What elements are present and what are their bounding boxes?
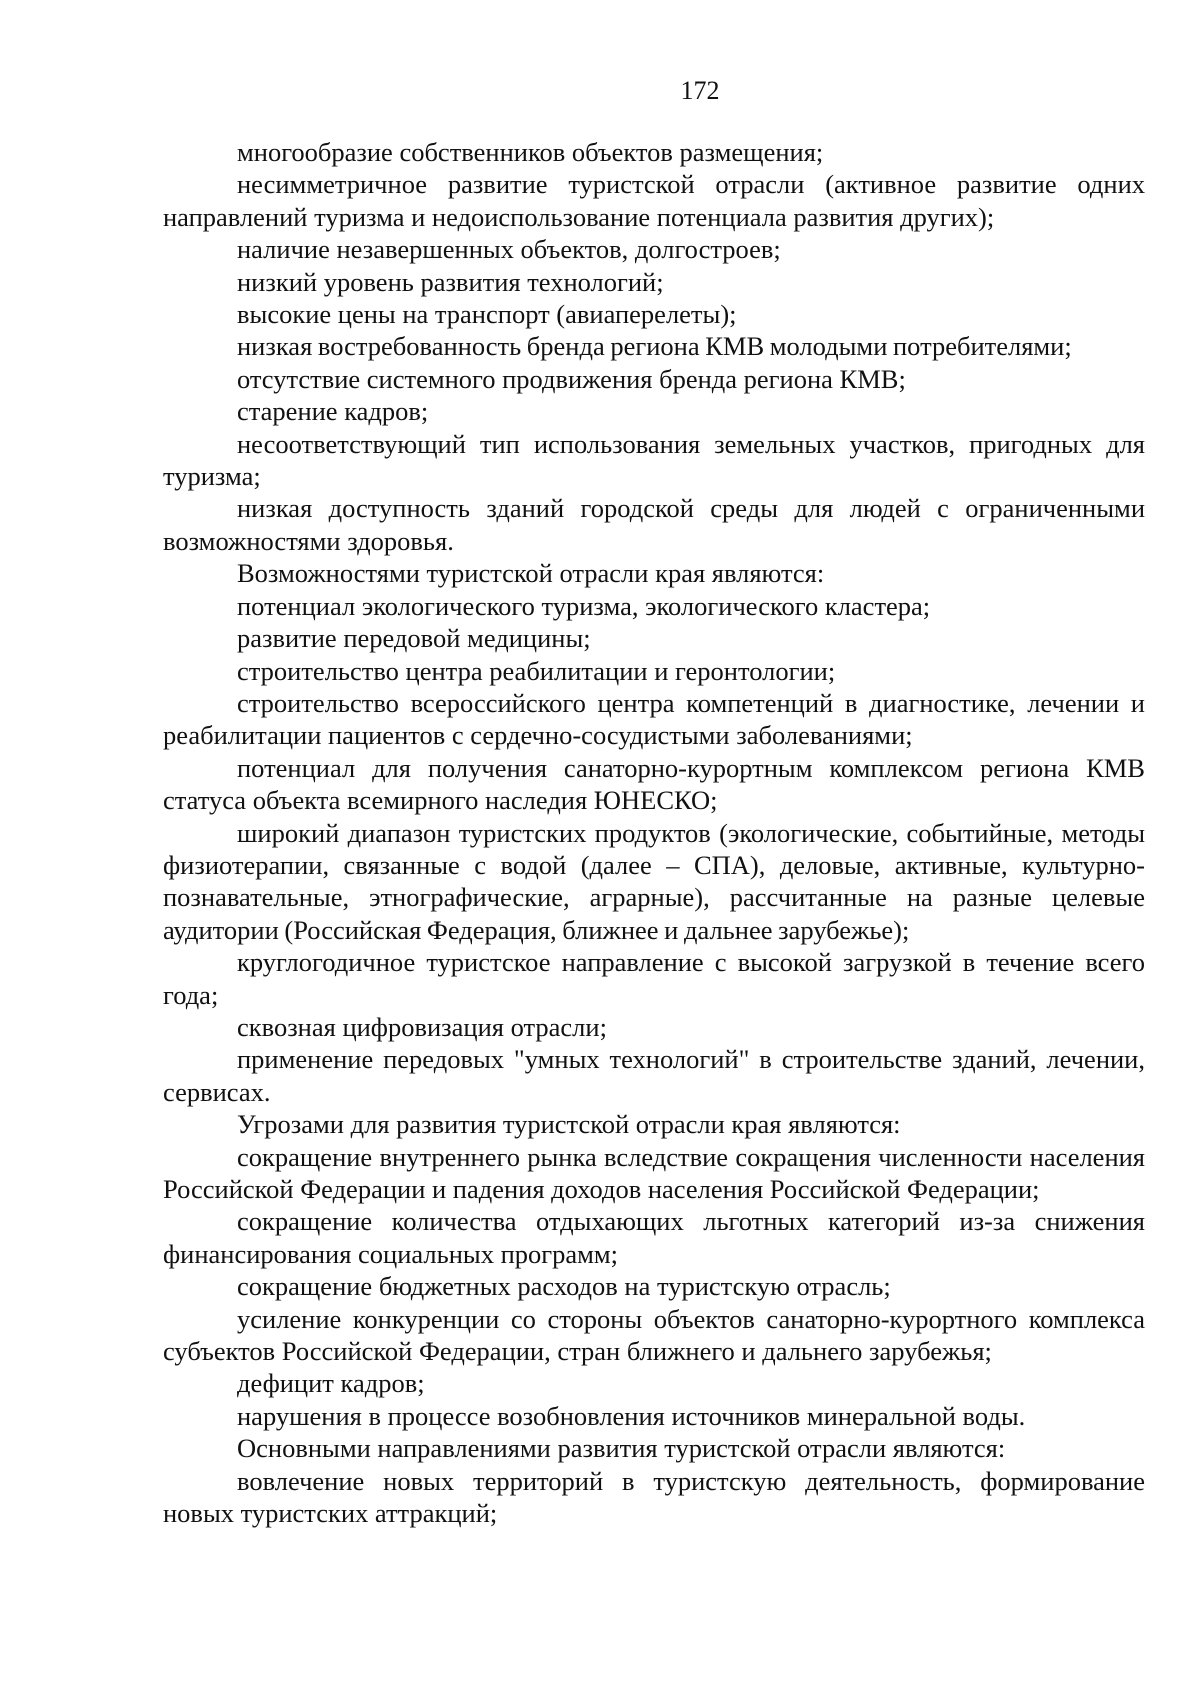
paragraph: сокращение внутреннего рынка вследствие сокращения численности населения Российской Федерации и падения доходов населения Российской Федерации; (163, 1141, 1145, 1204)
paragraph: высокие цены на транспорт (авиаперелеты); (237, 299, 737, 330)
paragraph: развитие передовой медицины; (237, 623, 591, 654)
paragraph: сокращение бюджетных расходов на туристскую отрасль; (237, 1271, 891, 1302)
paragraph: низкая востребованность бренда региона КМВ молодыми потребителями; (237, 331, 1072, 362)
paragraph: сквозная цифровизация отрасли; (237, 1011, 607, 1042)
paragraph: строительство центра реабилитации и геронтологии; (237, 655, 836, 686)
paragraph: вовлечение новых территорий в туристскую деятельность, формирование новых туристских аттракций; (163, 1465, 1145, 1529)
page-number: 172 (680, 76, 720, 105)
paragraph: низкий уровень развития технологий; (237, 266, 664, 297)
paragraph: усиление конкуренции со стороны объектов санаторно-курортного комплекса субъектов Российской Федерации, стран ближнего и дальнего зарубежья; (163, 1303, 1145, 1367)
paragraph: потенциал для получения санаторно-курортным комплексом региона КМВ статуса объекта всемирного наследия ЮНЕСКО; (163, 752, 1145, 816)
paragraph: строительство всероссийского центра компетенций в диагностике, лечении и реабилитации пациентов с сердечно-сосудистыми заболеваниями; (163, 687, 1145, 751)
section-lead: Основными направлениями развития туристской отрасли являются: (237, 1433, 1006, 1464)
paragraph: несимметричное развитие туристской отрасли (активное развитие одних направлений туризма и недоиспользование потенциала развития других); (163, 169, 1145, 232)
paragraph: наличие незавершенных объектов, долгостроев; (237, 234, 781, 265)
paragraph: широкий диапазон туристских продуктов (экологические, событийные, методы физиотерапии, связанные с водой (далее – СПА), деловые, активные, культурно-познавательные, этнографические, аграрные), рассчитанные на разные целевые аудитории (Российская Федерация, ближнее и дальнее зарубежье); (163, 817, 1145, 945)
paragraph: отсутствие системного продвижения бренда региона КМВ; (237, 363, 906, 394)
paragraph: сокращение количества отдыхающих льготных категорий из-за снижения финансирования социальных программ; (163, 1206, 1145, 1269)
paragraph: старение кадров; (237, 396, 429, 427)
paragraph: низкая доступность зданий городской среды для людей с ограниченными возможностями здоровья. (163, 493, 1145, 556)
paragraph: круглогодичное туристское направление с высокой загрузкой в течение всего года; (163, 947, 1145, 1010)
paragraph: дефицит кадров; (237, 1368, 425, 1399)
paragraph: потенциал экологического туризма, экологического кластера; (237, 590, 931, 621)
paragraph: многообразие собственников объектов размещения; (237, 137, 824, 167)
document-body (163, 136, 1145, 1529)
paragraph: нарушения в процессе возобновления источников минеральной воды. (237, 1400, 1026, 1431)
paragraph: применение передовых "умных технологий" в строительстве зданий, лечении, сервисах. (163, 1044, 1145, 1107)
paragraph: несоответствующий тип использования земельных участков, пригодных для туризма; (163, 428, 1145, 492)
section-lead: Угрозами для развития туристской отрасли края являются: (237, 1109, 901, 1140)
section-lead: Возможностями туристской отрасли края являются: (237, 558, 825, 589)
